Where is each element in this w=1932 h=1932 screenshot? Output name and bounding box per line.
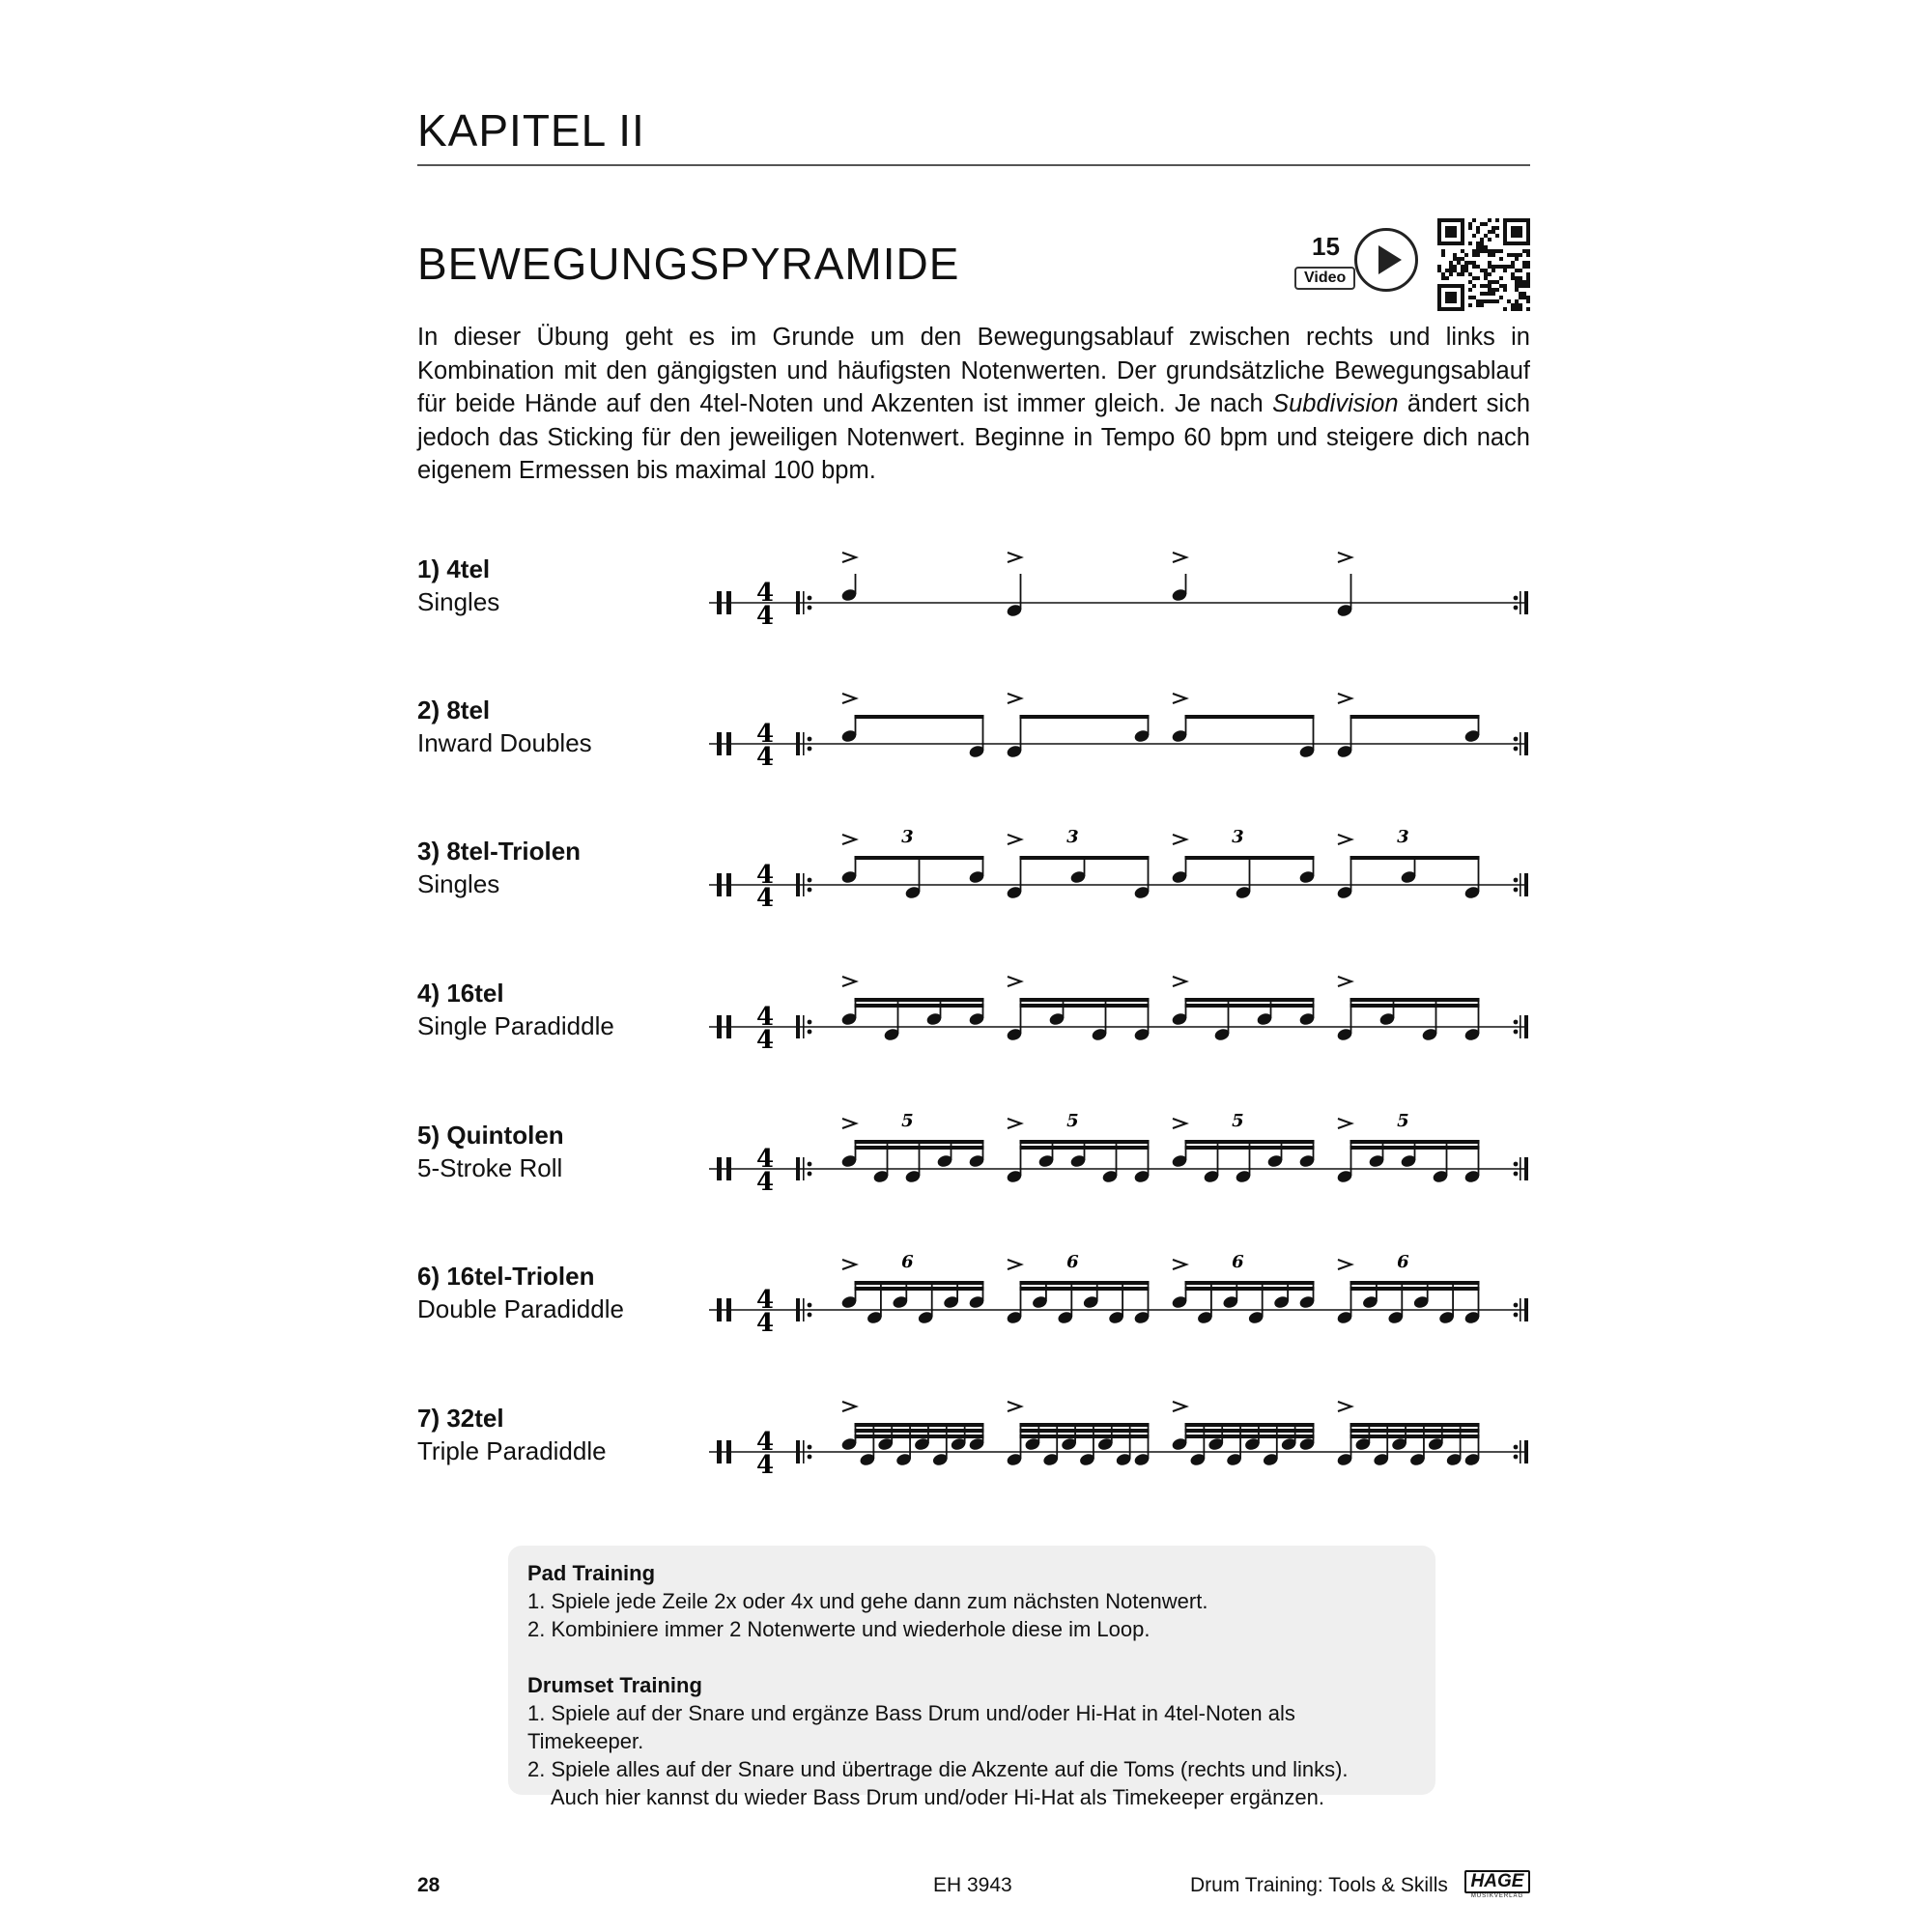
accent-mark — [1008, 1402, 1021, 1411]
repeat-start-bar — [803, 1015, 805, 1038]
repeat-dot — [808, 1445, 812, 1450]
accent-mark — [1008, 835, 1021, 844]
note-beam — [1020, 856, 1150, 860]
repeat-dot — [808, 747, 812, 752]
accent-mark — [1338, 977, 1351, 986]
pad-training-heading: Pad Training — [527, 1561, 656, 1585]
note-beam — [1350, 1281, 1480, 1285]
repeat-end-bar — [1524, 1015, 1528, 1038]
repeat-dot — [808, 1172, 812, 1177]
percussion-clef-icon — [726, 873, 731, 896]
accent-mark — [1173, 553, 1186, 562]
note-beam — [1350, 1287, 1480, 1291]
repeat-start-bar — [803, 1440, 805, 1463]
accent-mark — [1338, 1402, 1351, 1411]
repeat-end-bar — [1524, 1440, 1528, 1463]
note-beam — [1185, 1429, 1315, 1433]
repeat-dot — [808, 737, 812, 742]
repeat-end-bar — [1524, 873, 1528, 896]
repeat-start-bar — [796, 1298, 800, 1321]
note-beam — [1020, 715, 1150, 719]
accent-mark — [842, 1402, 856, 1411]
exercise-row — [417, 1111, 1530, 1246]
drumset-training-heading: Drumset Training — [527, 1673, 702, 1697]
repeat-start-bar — [803, 591, 805, 614]
percussion-clef-icon — [717, 1298, 722, 1321]
repeat-end-bar — [1524, 1157, 1528, 1180]
percussion-clef-icon — [717, 591, 722, 614]
note-beam — [1020, 1281, 1150, 1285]
repeat-dot — [1514, 596, 1519, 601]
repeat-dot — [1514, 1455, 1519, 1460]
exercise-sticking: Triple Paradiddle — [417, 1436, 607, 1465]
accent-mark — [842, 553, 856, 562]
publisher-logo-word: HAGE — [1464, 1870, 1530, 1893]
note-beam — [855, 1423, 984, 1427]
accent-mark — [842, 1260, 856, 1269]
note-beam — [1020, 1140, 1150, 1144]
percussion-clef-icon — [717, 1015, 722, 1038]
training-tips-box — [508, 1546, 1435, 1809]
page-number: 28 — [417, 1874, 440, 1896]
note-beam — [1350, 1429, 1480, 1433]
repeat-end-bar — [1520, 1157, 1521, 1180]
accent-mark — [1008, 1260, 1021, 1269]
time-signature-bottom: 4 — [755, 1309, 775, 1338]
note-beam — [1350, 1140, 1480, 1144]
repeat-dot — [1514, 1172, 1519, 1177]
note-beam — [855, 1146, 984, 1150]
note-beam — [1350, 1435, 1480, 1438]
tuplet-number: 3 — [1066, 827, 1079, 847]
time-signature-top: 4 — [755, 1286, 775, 1315]
repeat-start-bar — [796, 1440, 800, 1463]
notation-staff — [417, 696, 1530, 821]
repeat-dot — [1514, 1313, 1519, 1318]
repeat-dot — [1514, 878, 1519, 883]
exercise-sticking: Inward Doubles — [417, 728, 592, 757]
tuplet-number: 3 — [1397, 827, 1409, 847]
percussion-clef-icon — [726, 1440, 731, 1463]
exercise-row — [417, 1252, 1530, 1387]
repeat-dot — [1514, 747, 1519, 752]
repeat-dot — [808, 1030, 812, 1035]
repeat-start-bar — [796, 732, 800, 755]
note-beam — [1185, 856, 1315, 860]
note-beam — [1185, 1287, 1315, 1291]
note-beam — [1350, 998, 1480, 1002]
repeat-start-bar — [803, 1298, 805, 1321]
notation-staff — [417, 554, 1530, 680]
time-signature-bottom: 4 — [755, 602, 775, 631]
exercise-title: 1) 4tel — [417, 554, 491, 583]
note-beam — [1185, 1146, 1315, 1150]
accent-mark — [1008, 553, 1021, 562]
accent-mark — [1173, 835, 1186, 844]
notation-staff — [417, 1252, 1530, 1387]
percussion-clef-icon — [717, 1157, 722, 1180]
repeat-end-bar — [1520, 1440, 1521, 1463]
exercise-sticking: Single Paradiddle — [417, 1011, 614, 1040]
repeat-start-bar — [796, 591, 800, 614]
note-beam — [1020, 1423, 1150, 1427]
accent-mark — [1173, 1402, 1186, 1411]
time-signature-top: 4 — [755, 1145, 775, 1174]
repeat-dot — [1514, 1162, 1519, 1167]
accent-mark — [1173, 1260, 1186, 1269]
repeat-dot — [1514, 1303, 1519, 1308]
tuplet-number: 6 — [1232, 1252, 1244, 1272]
note-beam — [1350, 1004, 1480, 1008]
tuplet-number: 6 — [1066, 1252, 1079, 1272]
repeat-dot — [1514, 888, 1519, 893]
repeat-end-bar — [1520, 591, 1521, 614]
time-signature-top: 4 — [755, 1003, 775, 1032]
video-label: Video — [1294, 267, 1355, 290]
repeat-start-bar — [803, 1157, 805, 1180]
repeat-dot — [1514, 606, 1519, 611]
time-signature-top: 4 — [755, 861, 775, 890]
repeat-start-bar — [796, 1015, 800, 1038]
repeat-dot — [808, 1020, 812, 1025]
tuplet-number: 5 — [1397, 1111, 1409, 1131]
video-number: 15 — [1312, 232, 1340, 261]
section-title: BEWEGUNGSPYRAMIDE — [417, 239, 960, 289]
tuplet-number: 3 — [901, 827, 914, 847]
accent-mark — [1338, 553, 1351, 562]
notation-staff — [417, 1404, 1530, 1529]
drumset-training-step-2: 2. Spiele alles auf der Snare und übertrage die Akzente auf die Toms (rechts und links). — [527, 1757, 1349, 1781]
note-beam — [1350, 856, 1480, 860]
note-beam — [855, 1287, 984, 1291]
pad-training-step-2: 2. Kombiniere immer 2 Notenwerte und wiederhole diese im Loop. — [527, 1617, 1151, 1641]
tuplet-number: 5 — [1066, 1111, 1079, 1131]
repeat-end-bar — [1520, 1298, 1521, 1321]
accent-mark — [842, 835, 856, 844]
repeat-end-bar — [1524, 1298, 1528, 1321]
note-beam — [1185, 998, 1315, 1002]
note-beam — [855, 1435, 984, 1438]
exercise-row — [417, 979, 1530, 1104]
note-beam — [1350, 715, 1480, 719]
exercise-title: 4) 16tel — [417, 979, 504, 1008]
accent-mark — [1338, 1260, 1351, 1269]
percussion-clef-icon — [717, 873, 722, 896]
exercise-sticking: 5-Stroke Roll — [417, 1153, 563, 1182]
repeat-dot — [808, 1162, 812, 1167]
note-beam — [1185, 1423, 1315, 1427]
accent-mark — [1338, 694, 1351, 703]
exercise-sticking: Singles — [417, 587, 500, 616]
publisher-logo — [1463, 1870, 1530, 1899]
accent-mark — [1338, 835, 1351, 844]
exercise-title: 2) 8tel — [417, 696, 491, 724]
repeat-start-bar — [796, 1157, 800, 1180]
exercise-row — [417, 696, 1530, 821]
repeat-dot — [808, 888, 812, 893]
publisher-logo-sub: MUSIKVERLAG — [1470, 1893, 1524, 1899]
note-beam — [1185, 1435, 1315, 1438]
note-beam — [1020, 1287, 1150, 1291]
repeat-dot — [1514, 1030, 1519, 1035]
note-beam — [1020, 1435, 1150, 1438]
edition-code: EH 3943 — [933, 1874, 1012, 1896]
note-beam — [855, 1140, 984, 1144]
note-beam — [1350, 1423, 1480, 1427]
note-beam — [1350, 1146, 1480, 1150]
repeat-dot — [808, 596, 812, 601]
exercise-sticking: Double Paradiddle — [417, 1294, 624, 1323]
chapter-heading: KAPITEL II — [417, 105, 645, 156]
repeat-end-bar — [1524, 591, 1528, 614]
notation-staff — [417, 1111, 1530, 1246]
repeat-dot — [808, 1303, 812, 1308]
repeat-dot — [808, 1313, 812, 1318]
accent-mark — [1008, 694, 1021, 703]
exercise-row — [417, 827, 1530, 962]
accent-mark — [1173, 694, 1186, 703]
repeat-end-bar — [1520, 1015, 1521, 1038]
exercise-sticking: Singles — [417, 869, 500, 898]
accent-mark — [1338, 1119, 1351, 1128]
repeat-end-bar — [1524, 732, 1528, 755]
repeat-end-bar — [1520, 732, 1521, 755]
note-beam — [855, 856, 984, 860]
note-beam — [855, 1281, 984, 1285]
notation-staff — [417, 979, 1530, 1104]
time-signature-top: 4 — [755, 720, 775, 749]
chapter-divider — [417, 164, 1530, 166]
percussion-clef-icon — [726, 1015, 731, 1038]
accent-mark — [842, 977, 856, 986]
accent-mark — [842, 1119, 856, 1128]
intro-paragraph — [417, 321, 1530, 488]
repeat-start-bar — [803, 873, 805, 896]
time-signature-bottom: 4 — [755, 743, 775, 772]
tuplet-number: 6 — [1397, 1252, 1409, 1272]
repeat-start-bar — [796, 873, 800, 896]
percussion-clef-icon — [726, 1157, 731, 1180]
time-signature-top: 4 — [755, 1428, 775, 1457]
repeat-start-bar — [803, 732, 805, 755]
accent-mark — [1008, 1119, 1021, 1128]
play-icon[interactable] — [1354, 228, 1418, 292]
tuplet-number: 3 — [1232, 827, 1244, 847]
qr-code-icon[interactable] — [1437, 218, 1530, 311]
note-beam — [1185, 1140, 1315, 1144]
video-badge[interactable] — [1291, 228, 1418, 301]
time-signature-bottom: 4 — [755, 884, 775, 913]
intro-text-1: In dieser Übung geht es im Grunde um den Bewegungsablauf zwischen rechts und links in Kombination mit den gängigsten und häufigsten Notenwerten. Der grundsätzliche Bewegungsablauf für beide Hände auf den 4tel-Noten und Akzenten ist immer gleich. Je nach — [417, 324, 1530, 417]
repeat-end-bar — [1520, 873, 1521, 896]
percussion-clef-icon — [726, 1298, 731, 1321]
pad-training-step-1: 1. Spiele jede Zeile 2x oder 4x und gehe dann zum nächsten Notenwert. — [527, 1589, 1208, 1613]
exercise-title: 6) 16tel-Triolen — [417, 1262, 595, 1291]
percussion-clef-icon — [726, 591, 731, 614]
repeat-dot — [1514, 1020, 1519, 1025]
note-beam — [1020, 1146, 1150, 1150]
accent-mark — [1008, 977, 1021, 986]
time-signature-top: 4 — [755, 579, 775, 608]
accent-mark — [842, 694, 856, 703]
exercise-title: 5) Quintolen — [417, 1121, 564, 1150]
percussion-clef-icon — [726, 732, 731, 755]
note-beam — [855, 1429, 984, 1433]
note-beam — [855, 1004, 984, 1008]
accent-mark — [1173, 977, 1186, 986]
repeat-dot — [808, 606, 812, 611]
accent-mark — [1173, 1119, 1186, 1128]
repeat-dot — [808, 878, 812, 883]
time-signature-bottom: 4 — [755, 1168, 775, 1197]
repeat-dot — [808, 1455, 812, 1460]
repeat-dot — [1514, 737, 1519, 742]
drumset-training-step-2-cont: Auch hier kannst du wieder Bass Drum und/oder Hi-Hat als Timekeeper ergänzen. — [551, 1785, 1324, 1809]
note-beam — [855, 715, 984, 719]
intro-text-2: ändert sich jedoch das Sticking für den jeweiligen Notenwert. Beginne in Tempo 60 bpm und steigere dich nach eigenem Ermessen bis maximal 100 bpm. — [417, 390, 1531, 484]
tuplet-number: 5 — [1232, 1111, 1244, 1131]
percussion-clef-icon — [717, 732, 722, 755]
time-signature-bottom: 4 — [755, 1026, 775, 1055]
repeat-dot — [1514, 1445, 1519, 1450]
book-title: Drum Training: Tools & Skills — [1190, 1874, 1448, 1896]
exercise-title: 3) 8tel-Triolen — [417, 837, 582, 866]
note-beam — [1020, 998, 1150, 1002]
note-beam — [1185, 715, 1315, 719]
note-beam — [1020, 1004, 1150, 1008]
tuplet-number: 6 — [901, 1252, 914, 1272]
tuplet-number: 5 — [901, 1111, 914, 1131]
notation-staff — [417, 827, 1530, 962]
exercise-title: 7) 32tel — [417, 1404, 504, 1433]
note-beam — [1185, 1281, 1315, 1285]
note-beam — [1020, 1429, 1150, 1433]
exercise-row — [417, 554, 1530, 680]
intro-italic-term: Subdivision — [1272, 390, 1399, 417]
drumset-training-step-1: 1. Spiele auf der Snare und ergänze Bass Drum und/oder Hi-Hat in 4tel-Noten als Timekeeper. — [527, 1701, 1295, 1753]
percussion-clef-icon — [717, 1440, 722, 1463]
exercise-row — [417, 1404, 1530, 1529]
note-beam — [1185, 1004, 1315, 1008]
time-signature-bottom: 4 — [755, 1451, 775, 1480]
note-beam — [855, 998, 984, 1002]
